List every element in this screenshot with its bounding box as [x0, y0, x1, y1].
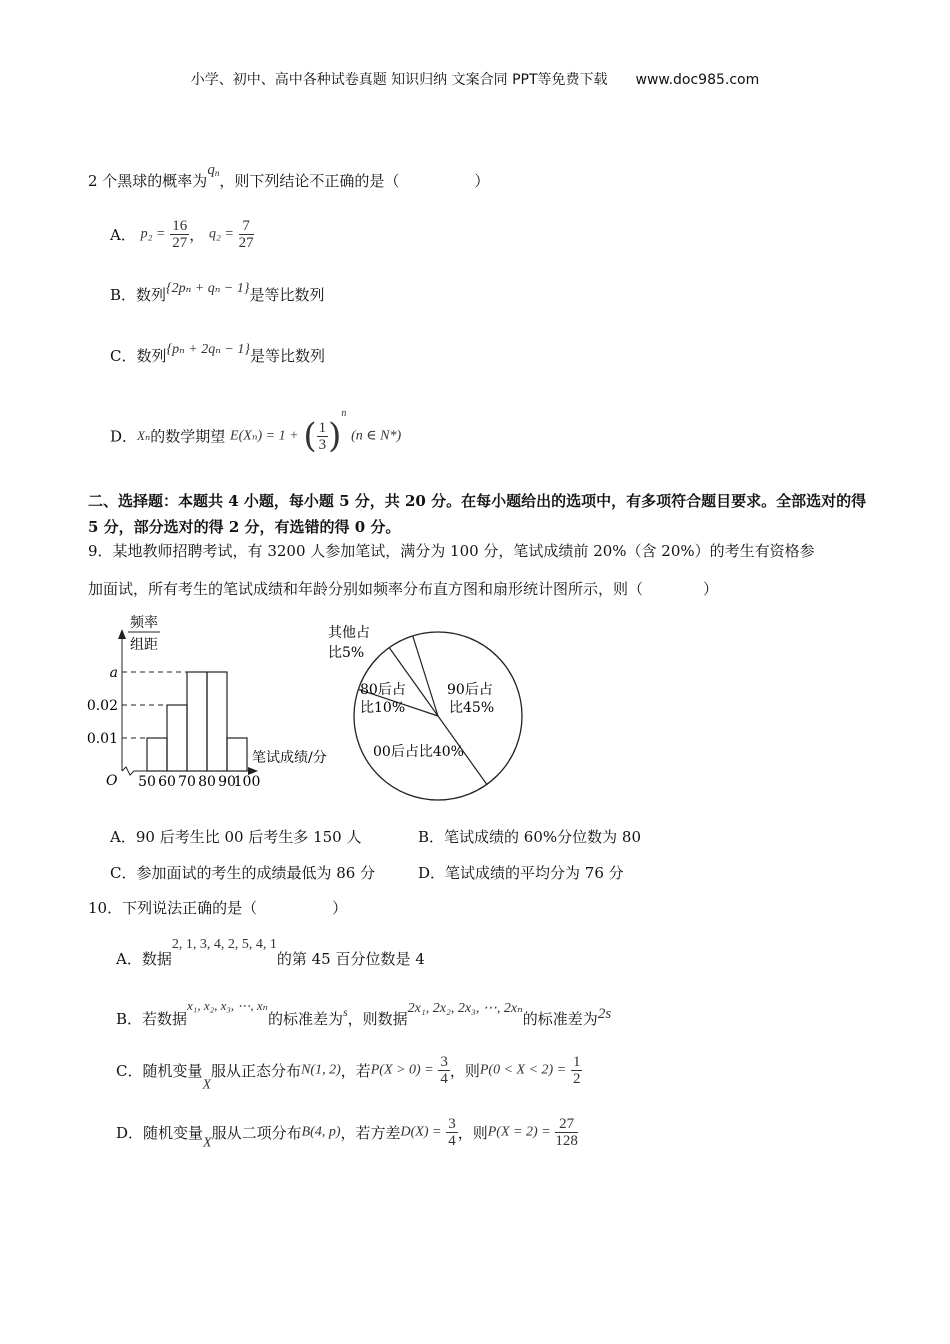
- hist-xtick-label: 50: [138, 774, 156, 790]
- pie-slice-boundary: [413, 636, 438, 716]
- hist-ytick-label: 0.01: [86, 731, 118, 747]
- pie-label-90-1: 90后占: [447, 682, 493, 698]
- header-text: 小学、初中、高中各种试卷真题 知识归纳 文案合同 PPT等免费下载: [190, 72, 608, 88]
- header-site-link[interactable]: www.doc985.com: [635, 72, 760, 88]
- q9-option-d: D．笔试成绩的平均分为 76 分: [418, 864, 624, 882]
- hist-ytick-label: a: [109, 665, 118, 681]
- q9-stem-line1: 9．某地教师招聘考试，有 3200 人参加笔试，满分为 100 分，笔试成绩前 20%（含 20%）的考生有资格参: [88, 542, 815, 560]
- hist-bar: [147, 738, 167, 771]
- hist-xlabel: 笔试成绩/分: [252, 750, 327, 766]
- q9-option-b: B．笔试成绩的 60%分位数为 80: [418, 828, 641, 846]
- pie-slices-group: [354, 632, 522, 800]
- q8-option-a: A． p₂ = $\frac{16}{27}$ ， q₂ = $\frac{7}{27}$: [110, 218, 254, 251]
- hist-xtick-label: 80: [198, 774, 216, 790]
- q10-stem: 10．下列说法正确的是（ ）: [88, 899, 348, 917]
- q8-stem: 2 个黑球的概率为$q^n$，则下列结论不正确的是（ ）: [88, 162, 490, 190]
- pie-chart: [300, 610, 540, 810]
- hist-ylabel-top: 频率: [130, 615, 158, 631]
- q9-option-c: C．参加面试的考生的成绩最低为 86 分: [110, 864, 376, 882]
- pie-label-00: 00后占比40%: [373, 744, 464, 760]
- pie-label-90-2: 比45%: [449, 700, 495, 716]
- pie-label-80-1: 80后占: [360, 682, 406, 698]
- q8-option-b: B．数列{2pₙ + qₙ − 1}是等比数列: [110, 281, 325, 304]
- hist-ytick-label: 0.02: [86, 698, 118, 714]
- q8-option-d: D．Xₙ的数学期望 E(Xₙ) = 1 + ( $\frac{1}{3}$ )$^n$ (n ∈ N*): [110, 408, 402, 456]
- hist-bar: [227, 738, 247, 771]
- q9-option-a: A．90 后考生比 00 后考生多 150 人: [110, 828, 362, 846]
- hist-bars-group: [87, 665, 261, 790]
- hist-bar: [167, 705, 187, 771]
- page-header: [0, 69, 950, 89]
- pie-label-80-2: 比10%: [360, 700, 406, 716]
- q8-option-c: C．数列{pₙ + 2qₙ − 1}是等比数列: [110, 342, 325, 365]
- hist-origin: O: [106, 773, 118, 789]
- hist-xtick-label: 90: [218, 774, 236, 790]
- hist-xtick-label: 70: [178, 774, 196, 790]
- q10-option-b: B．若数据x₁, x₂, x₃, ⋯, xₙ的标准差为$^s$，则数据2x₁, 2x₂, 2x₃, ⋯, 2xₙ的标准差为2s: [116, 998, 612, 1028]
- q10-option-d: D．随机变量X服从二项分布B(4, p)，若方差D(X) = $\frac{3}{4}$ ，则P(X = 2) = $\frac{27}{128}$: [116, 1116, 578, 1151]
- hist-bar: [207, 672, 227, 771]
- q10-option-a: A．数据2, 1, 3, 4, 2, 5, 4, 1的第 45 百分位数是 4: [116, 937, 425, 968]
- section-2-heading: 二、选择题：本题共 4 小题，每小题 5 分，共 20 分。在每小题给出的选项中，有多项符合题目要求。全部选对的得 5 分，部分选对的得 2 分，有选错的得 0 分。: [88, 492, 867, 536]
- hist-xtick-label: 100: [233, 774, 261, 790]
- hist-y-arrow: [118, 629, 126, 639]
- hist-bar: [187, 672, 207, 771]
- q10-option-c: C．随机变量X服从正态分布N(1, 2)，若P(X > 0) = $\frac{3}{4}$ ，则P(0 < X < 2) = $\frac{1}{2}$: [116, 1054, 581, 1093]
- pie-label-other-2: 比5%: [328, 645, 365, 661]
- hist-xtick-label: 60: [158, 774, 176, 790]
- q9-stem-line2: 加面试，所有考生的笔试成绩和年龄分别如频率分布直方图和扇形统计图所示，则（ ）: [88, 580, 719, 598]
- hist-ylabel-bottom: 组距: [130, 637, 158, 653]
- pie-label-other-1: 其他占: [328, 625, 370, 641]
